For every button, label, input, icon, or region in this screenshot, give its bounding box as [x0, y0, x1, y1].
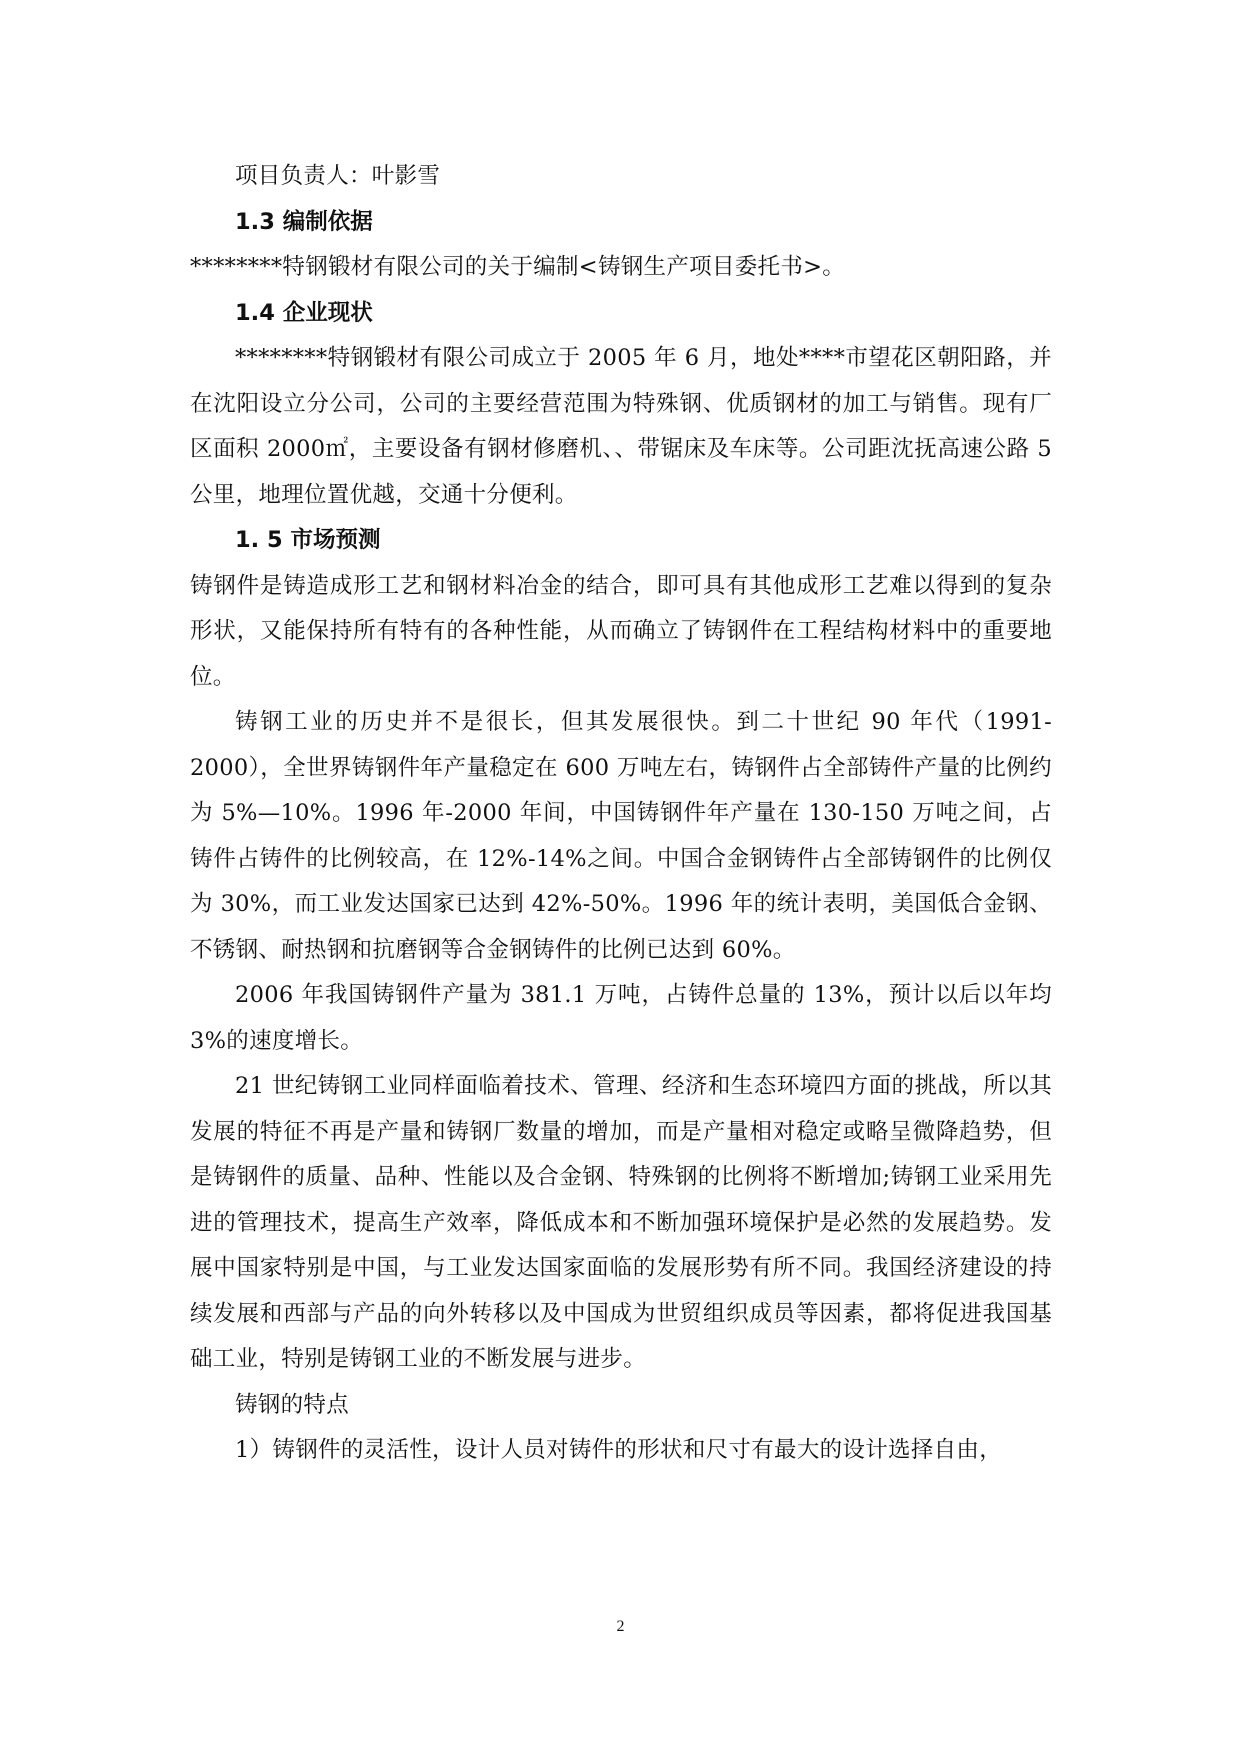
market-paragraph-2: 铸钢工业的历史并不是很长，但其发展很快。到二十世纪 90 年代（1991-2000），全世界铸钢件年产量稳定在 600 万吨左右，铸钢件占全部铸件产量的比例约为 5%—10%。1996 年-2000 年间，中国铸钢件年产量在 130-150 万吨之间，占铸件占铸件的比例较高，在 12%-14%之间。中国合金钢铸件占全部铸钢件的比例仅为 30%，而工业发达国家已达到 42%-50%。1996 年的统计表明，美国低合金钢、不锈钢、耐热钢和抗磨钢等合金钢铸件的比例已达到 60%。: [190, 709, 1052, 963]
page-number: 2: [616, 1618, 625, 1635]
enterprise-status-paragraph: ********特钢锻材有限公司成立于 2005 年 6 月，地处****市望花区朝阳路，并在沈阳设立分公司，公司的主要经营范围为特殊钢、优质钢材的加工与销售。现有厂区面积 2000㎡，主要设备有钢材修磨机、、带锯床及车床等。公司距沈抚高速公路 5 公里，地理位置优越，交通十分便利。: [190, 345, 1052, 508]
heading-1-5: 1. 5 市场预测: [235, 527, 381, 553]
market-paragraph-3: 2006 年我国铸钢件产量为 381.1 万吨，占铸件总量的 13%，预计以后以年均 3%的速度增长。: [190, 982, 1052, 1054]
market-paragraph-4: 21 世纪铸钢工业同样面临着技术、管理、经济和生态环境四方面的挑战，所以其发展的特征不再是产量和铸钢厂数量的增加，而是产量相对稳定或略呈微降趋势，但是铸钢件的质量、品种、性能以及合金钢、特殊钢的比例将不断增加;铸钢工业采用先进的管理技术，提高生产效率，降低成本和不断加强环境保护是必然的发展趋势。发展中国家特别是中国，与工业发达国家面临的发展形势有所不同。我国经济建设的持续发展和西部与产品的向外转移以及中国成为世贸组织成员等因素，都将促进我国基础工业，特别是铸钢工业的不断发展与进步。: [190, 1073, 1052, 1372]
compilation-basis-paragraph: ********特钢锻材有限公司的关于编制<铸钢生产项目委托书>。: [190, 254, 846, 280]
heading-1-4: 1.4 企业现状: [235, 299, 373, 326]
heading-1-3: 1.3 编制依据: [235, 208, 373, 235]
project-leader-line: 项目负责人：叶影雪: [235, 163, 441, 189]
page-content: [190, 154, 1052, 1474]
feature-item-1: 1）铸钢件的灵活性，设计人员对铸件的形状和尺寸有最大的设计选择自由，: [235, 1437, 1003, 1463]
features-title: 铸钢的特点: [235, 1391, 350, 1418]
market-paragraph-1: 铸钢件是铸造成形工艺和钢材料冶金的结合，即可具有其他成形工艺难以得到的复杂形状，又能保持所有特有的各种性能，从而确立了铸钢件在工程结构材料中的重要地位。: [190, 572, 1052, 690]
